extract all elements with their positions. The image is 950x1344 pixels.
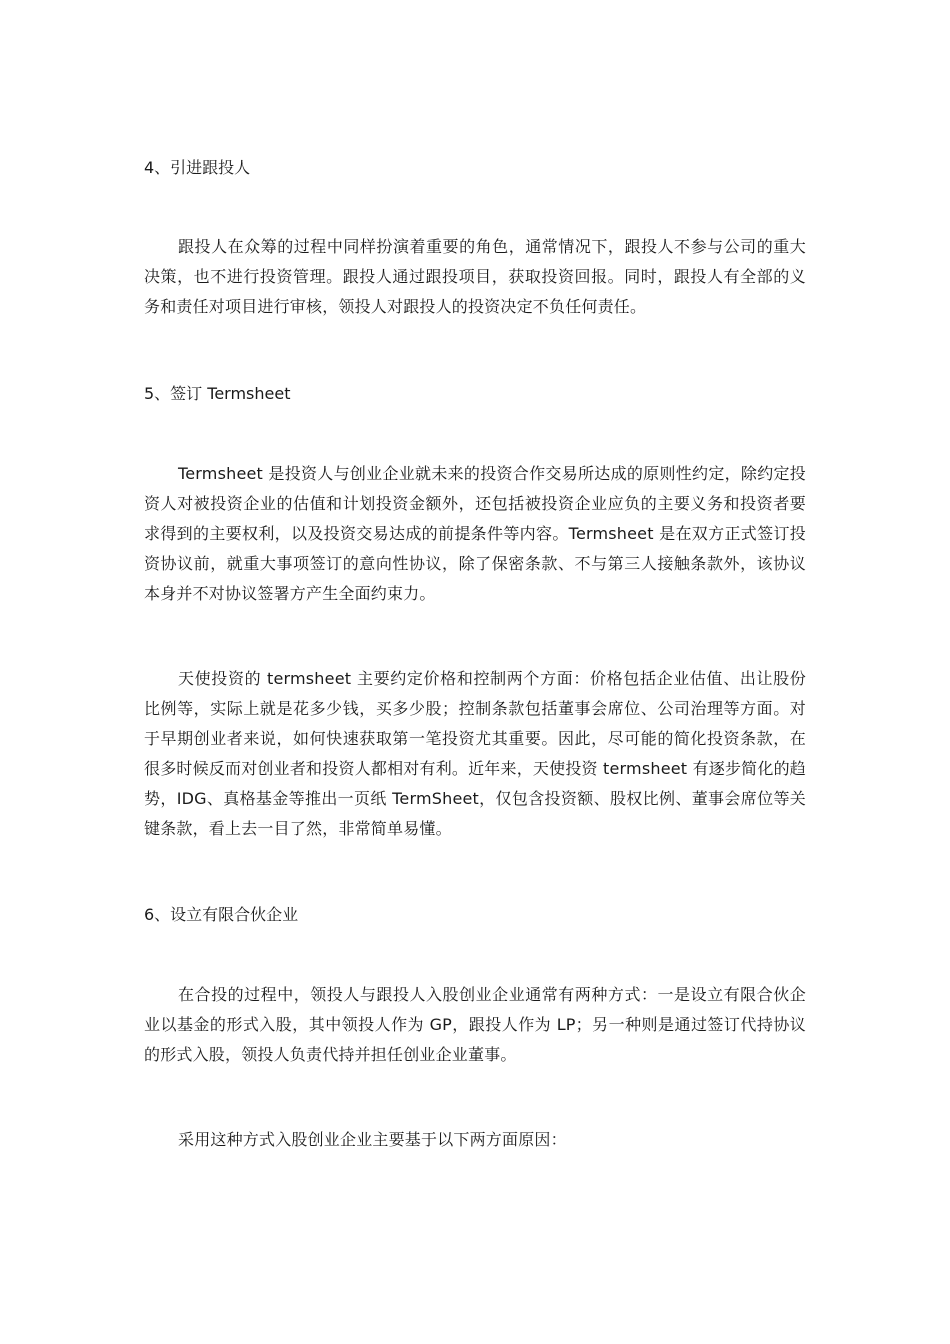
section-6-paragraph-2: 采用这种方式入股创业企业主要基于以下两方面原因： <box>178 1130 567 1149</box>
section-5-paragraph-2: 天使投资的 termsheet 主要约定价格和控制两个方面：价格包括企业估值、出让股份比例等，实际上就是花多少钱，买多少股；控制条款包括董事会席位、公司治理等方面。对于早期创业者来说，如何快速获取第一笔投资尤其重要。因此，尽可能的简化投资条款，在很多时候反而对创业者和投资人都相对有利。近年来，天使投资 termsheet 有逐步简化的趋势，IDG、真格基金等推出一页纸 TermSheet，仅包含投资额、股权比例、董事会席位等关键条款，看上去一目了然，非常简单易懂。 <box>144 669 806 838</box>
section-5-heading: 5、签订 Termsheet <box>144 384 291 403</box>
section-6-paragraph-1: 在合投的过程中，领投人与跟投人入股创业企业通常有两种方式：一是设立有限合伙企业以基金的形式入股，其中领投人作为 GP，跟投人作为 LP；另一种则是通过签订代持协议的形式入股，领投人负责代持并担任创业企业董事。 <box>144 985 806 1064</box>
section-4-heading: 4、引进跟投人 <box>144 158 251 177</box>
section-4-paragraph-1: 跟投人在众筹的过程中同样扮演着重要的角色，通常情况下，跟投人不参与公司的重大决策，也不进行投资管理。跟投人通过跟投项目，获取投资回报。同时，跟投人有全部的义务和责任对项目进行审核，领投人对跟投人的投资决定不负任何责任。 <box>144 237 806 316</box>
section-5-paragraph-1: Termsheet 是投资人与创业企业就未来的投资合作交易所达成的原则性约定，除约定投资人对被投资企业的估值和计划投资金额外，还包括被投资企业应负的主要义务和投资者要求得到的主要权利，以及投资交易达成的前提条件等内容。Termsheet 是在双方正式签订投资协议前，就重大事项签订的意向性协议，除了保密条款、不与第三人接触条款外，该协议本身并不对协议签署方产生全面约束力。 <box>144 464 806 603</box>
section-6-heading: 6、设立有限合伙企业 <box>144 905 299 924</box>
